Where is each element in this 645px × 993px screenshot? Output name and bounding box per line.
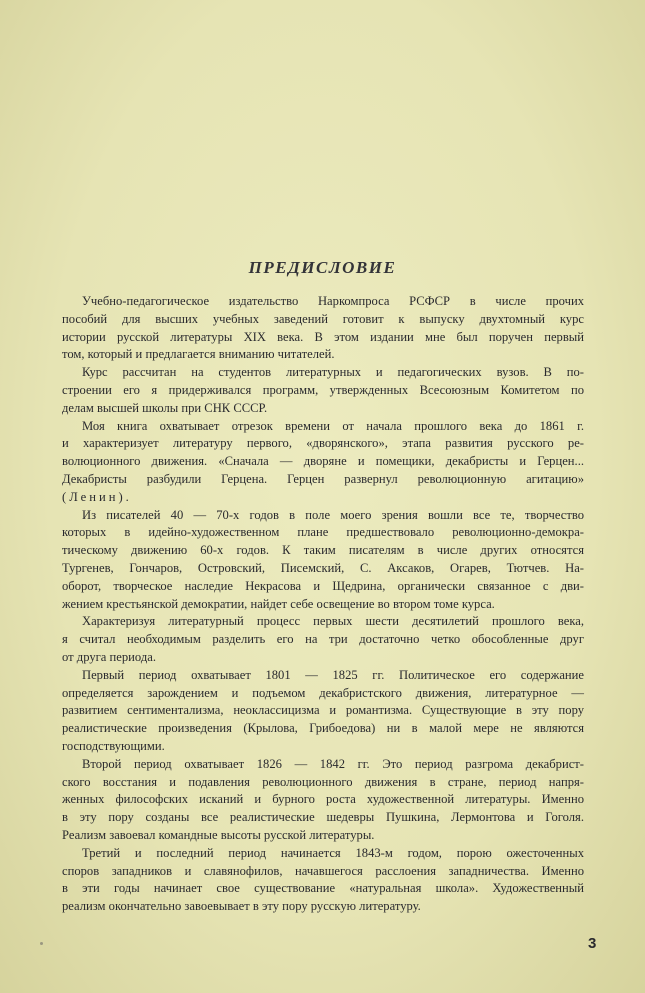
page-number: 3: [588, 935, 597, 952]
paragraph: [62, 845, 584, 916]
text-line: (Ленин).: [62, 489, 132, 504]
text-line: определяется зарождением и подъемом декабристского движения, литературное —: [62, 685, 584, 700]
text-line: жением крестьянской демократии, найдет себе освещение во втором томе курса.: [62, 596, 495, 611]
text-line: строении его я придерживался программ, утвержденных Всесоюзным Комитетом по: [62, 382, 584, 397]
text-line: господствующими.: [62, 738, 165, 753]
text-line: Тургенев, Гончаров, Островский, Писемский, С. Аксаков, Огарев, Тютчев. На-: [62, 560, 584, 575]
text-line: Учебно-педагогическое издательство Наркомпроса РСФСР в числе прочих: [82, 294, 584, 308]
text-line: в эту пору созданы все реалистические шедевры Пушкина, Лермонтова и Гоголя.: [62, 810, 584, 825]
text-line: ского восстания и подавления революционного движения в стране, период напря-: [62, 774, 584, 789]
text-line: Из писателей 40 — 70-х годов в поле моего зрения вошли все те, творчество: [82, 507, 584, 522]
text-line: пособий для высших учебных заведений готовит к выпуску двухтомный курс: [62, 311, 584, 326]
text-line: волюционного движения. «Сначала — дворяне и помещики, декабристы и Герцен...: [62, 454, 584, 469]
text-line: Декабристы разбудили Герцена. Герцен развернул революционную агитацию»: [62, 471, 584, 486]
text-line: тическому движению 60-х годов. К таким писателям в числе других относятся: [62, 543, 584, 558]
text-line: Характеризуя литературный процесс первых шести десятилетий прошлого века,: [82, 614, 584, 629]
text-line: в эти годы начинает свое существование «натуральная школа». Художественный: [62, 881, 584, 896]
text-line: делам высшей школы при СНК СССР.: [62, 400, 268, 415]
text-line: Первый период охватывает 1801 — 1825 гг. Политическое его содержание: [82, 667, 584, 682]
text-line: Курс рассчитан на студентов литературных и педагогических вузов. В по-: [82, 365, 584, 380]
scan-speck: [40, 942, 43, 945]
text-line: развитием сентиментализма, неоклассицизма и романтизма. Существующие в эту пору: [62, 703, 584, 718]
paragraph: [62, 418, 584, 507]
text-line: которых в идейно-художественном плане предшествовало революционно-демокра-: [62, 525, 584, 540]
paragraph: [62, 667, 584, 756]
paragraph: [62, 756, 584, 845]
paragraph: [62, 507, 584, 614]
text-line: я считал необходимым разделить его на три достаточно четко обособленные друг: [62, 632, 584, 647]
preface-body: [62, 293, 584, 916]
paragraph: [62, 293, 584, 364]
text-line: оборот, творческое наследие Некрасова и Щедрина, органически связанное с дви-: [62, 578, 584, 593]
text-line: том, который и предлагается вниманию читателей.: [62, 347, 335, 362]
text-line: споров западников и славянофилов, начавшегося расслоения западничества. Именно: [62, 863, 584, 878]
text-line: Реализм завоевал командные высоты русской литературы.: [62, 827, 375, 842]
text-line: и характеризует литературу первого, «дворянского», этапа развития русского ре-: [62, 436, 584, 451]
text-line: реализм окончательно завоевывает в эту пору русскую литературу.: [62, 899, 421, 914]
page-title: ПРЕДИСЛОВИЕ: [248, 258, 397, 277]
text-line: реалистические произведения (Крылова, Грибоедова) ни в малой мере не являются: [62, 721, 584, 736]
paragraph: [62, 613, 584, 666]
text-line: женных философских исканий и бурного роста художественной литературы. Именно: [62, 792, 584, 807]
text-line: Второй период охватывает 1826 — 1842 гг. Это период разгрома декабрист-: [82, 756, 584, 771]
paragraph: [62, 364, 584, 417]
text-line: от друга периода.: [62, 649, 156, 664]
text-line: истории русской литературы XIX века. В этом издании мне был поручен первый: [62, 329, 584, 344]
text-line: Моя книга охватывает отрезок времени от начала прошлого века до 1861 г.: [82, 418, 584, 433]
text-line: Третий и последний период начинается 1843-м годом, порою ожесточенных: [82, 845, 584, 860]
